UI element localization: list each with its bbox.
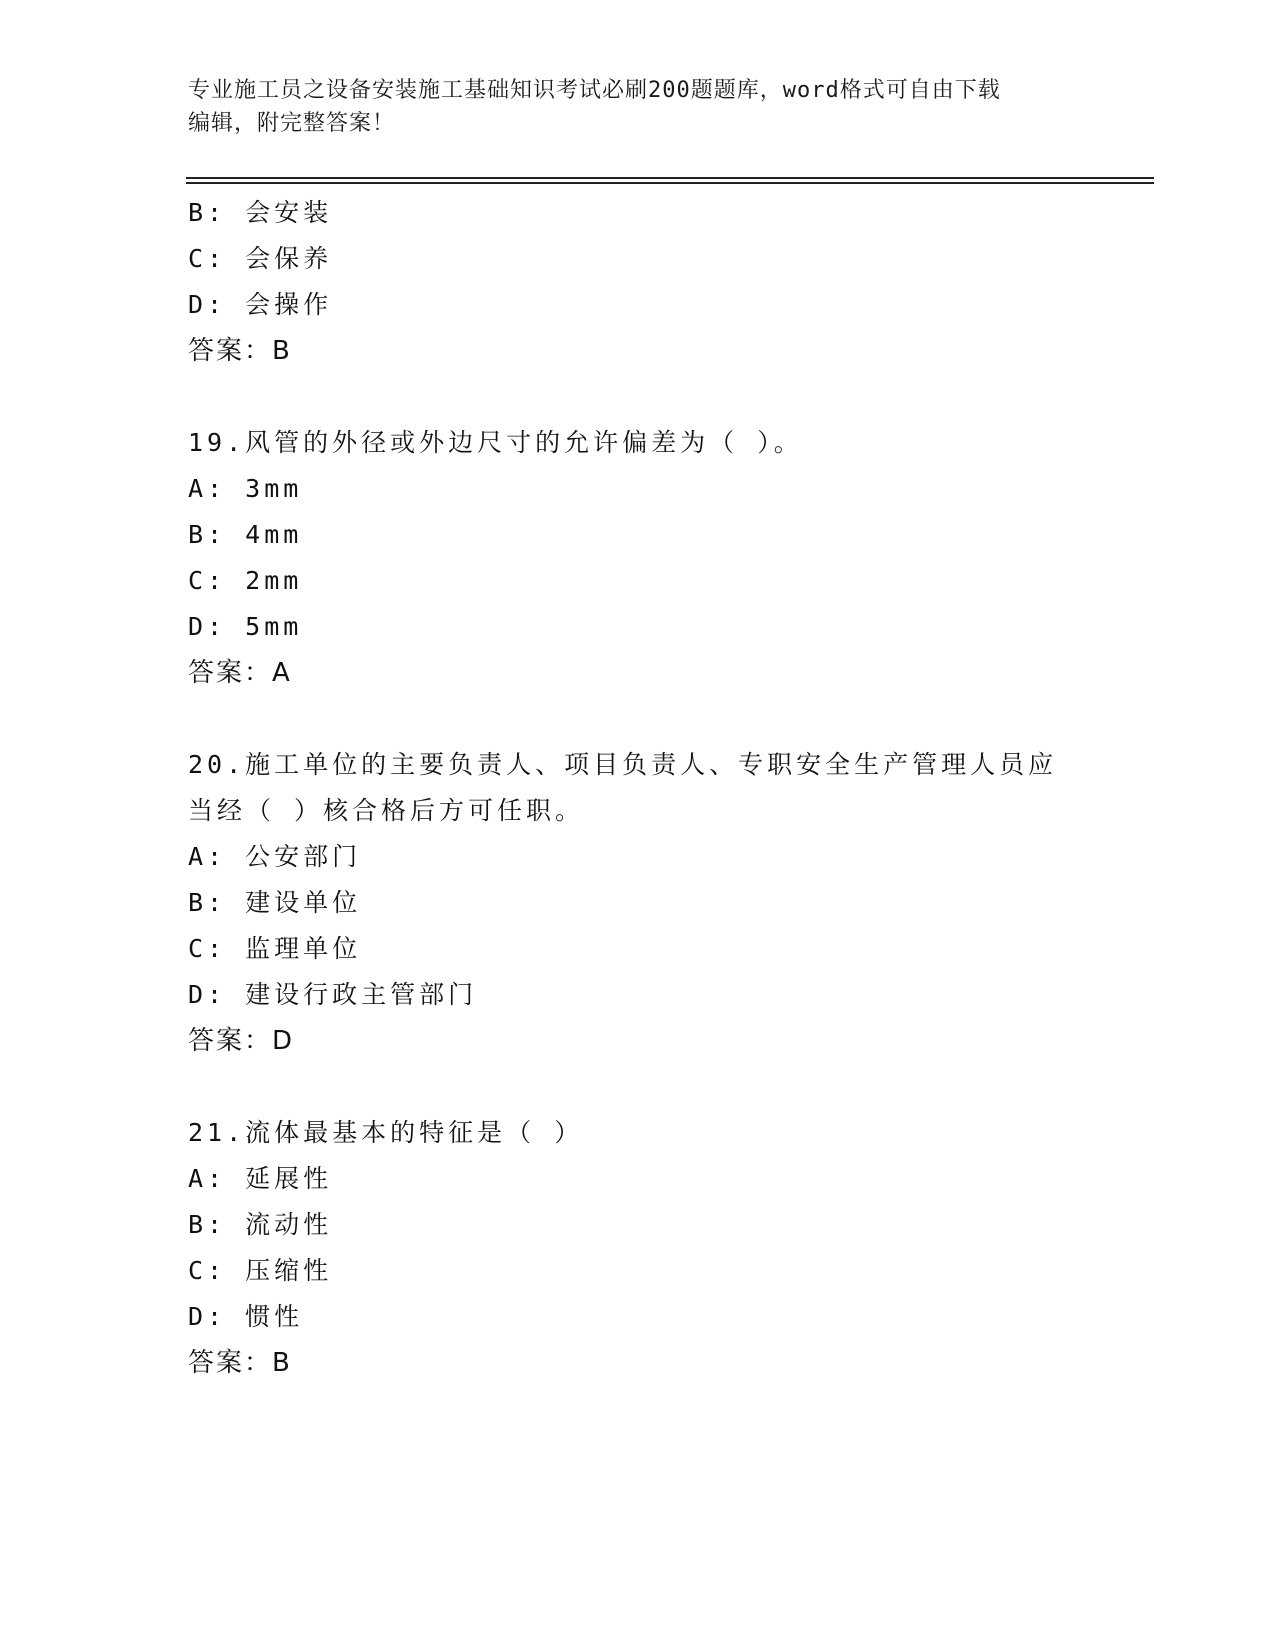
header-title-line-2: 编辑，附完整答案！ bbox=[188, 111, 396, 136]
option-d: D: 会操作 bbox=[188, 290, 333, 319]
header-title-line-1: 专业施工员之设备安装施工基础知识考试必刷200题题库，word格式可自由下载 bbox=[188, 78, 1001, 103]
question-list bbox=[188, 190, 1088, 1386]
question-20 bbox=[188, 742, 1088, 1064]
option-d: D: 5mm bbox=[188, 612, 303, 641]
option-d: D: 惯性 bbox=[188, 1302, 304, 1331]
header-divider-top bbox=[186, 177, 1154, 179]
option-b: B: 流动性 bbox=[188, 1210, 333, 1239]
question-19 bbox=[188, 420, 1088, 696]
question-stem: 21.流体最基本的特征是（ ） bbox=[188, 1118, 584, 1147]
option-b: B: 4mm bbox=[188, 520, 303, 549]
question-stem: 19.风管的外径或外边尺寸的允许偏差为（ ）。 bbox=[188, 428, 803, 457]
option-b: B: 建设单位 bbox=[188, 888, 362, 917]
header-divider-bottom bbox=[186, 182, 1154, 184]
option-d: D: 建设行政主管部门 bbox=[188, 980, 478, 1009]
answer-text: 答案：A bbox=[188, 658, 292, 688]
question-stem: 20.施工单位的主要负责人、项目负责人、专职安全生产管理人员应当经（ ）核合格后方可任职。 bbox=[188, 750, 1058, 825]
option-c: C: 会保养 bbox=[188, 244, 333, 273]
option-a: A: 公安部门 bbox=[188, 842, 362, 871]
option-a: A: 3mm bbox=[188, 474, 303, 503]
question-18-continued bbox=[188, 190, 1088, 374]
option-a: A: 延展性 bbox=[188, 1164, 333, 1193]
answer-text: 答案：B bbox=[188, 336, 292, 366]
option-c: C: 压缩性 bbox=[188, 1256, 333, 1285]
option-c: C: 2mm bbox=[188, 566, 303, 595]
spacer bbox=[188, 696, 1088, 742]
answer-text: 答案：B bbox=[188, 1348, 292, 1378]
spacer bbox=[188, 1064, 1088, 1110]
spacer bbox=[188, 374, 1088, 420]
option-b: B: 会安装 bbox=[188, 198, 333, 227]
page-header bbox=[188, 74, 1088, 140]
option-c: C: 监理单位 bbox=[188, 934, 362, 963]
answer-text: 答案：D bbox=[188, 1026, 295, 1056]
question-21 bbox=[188, 1110, 1088, 1386]
